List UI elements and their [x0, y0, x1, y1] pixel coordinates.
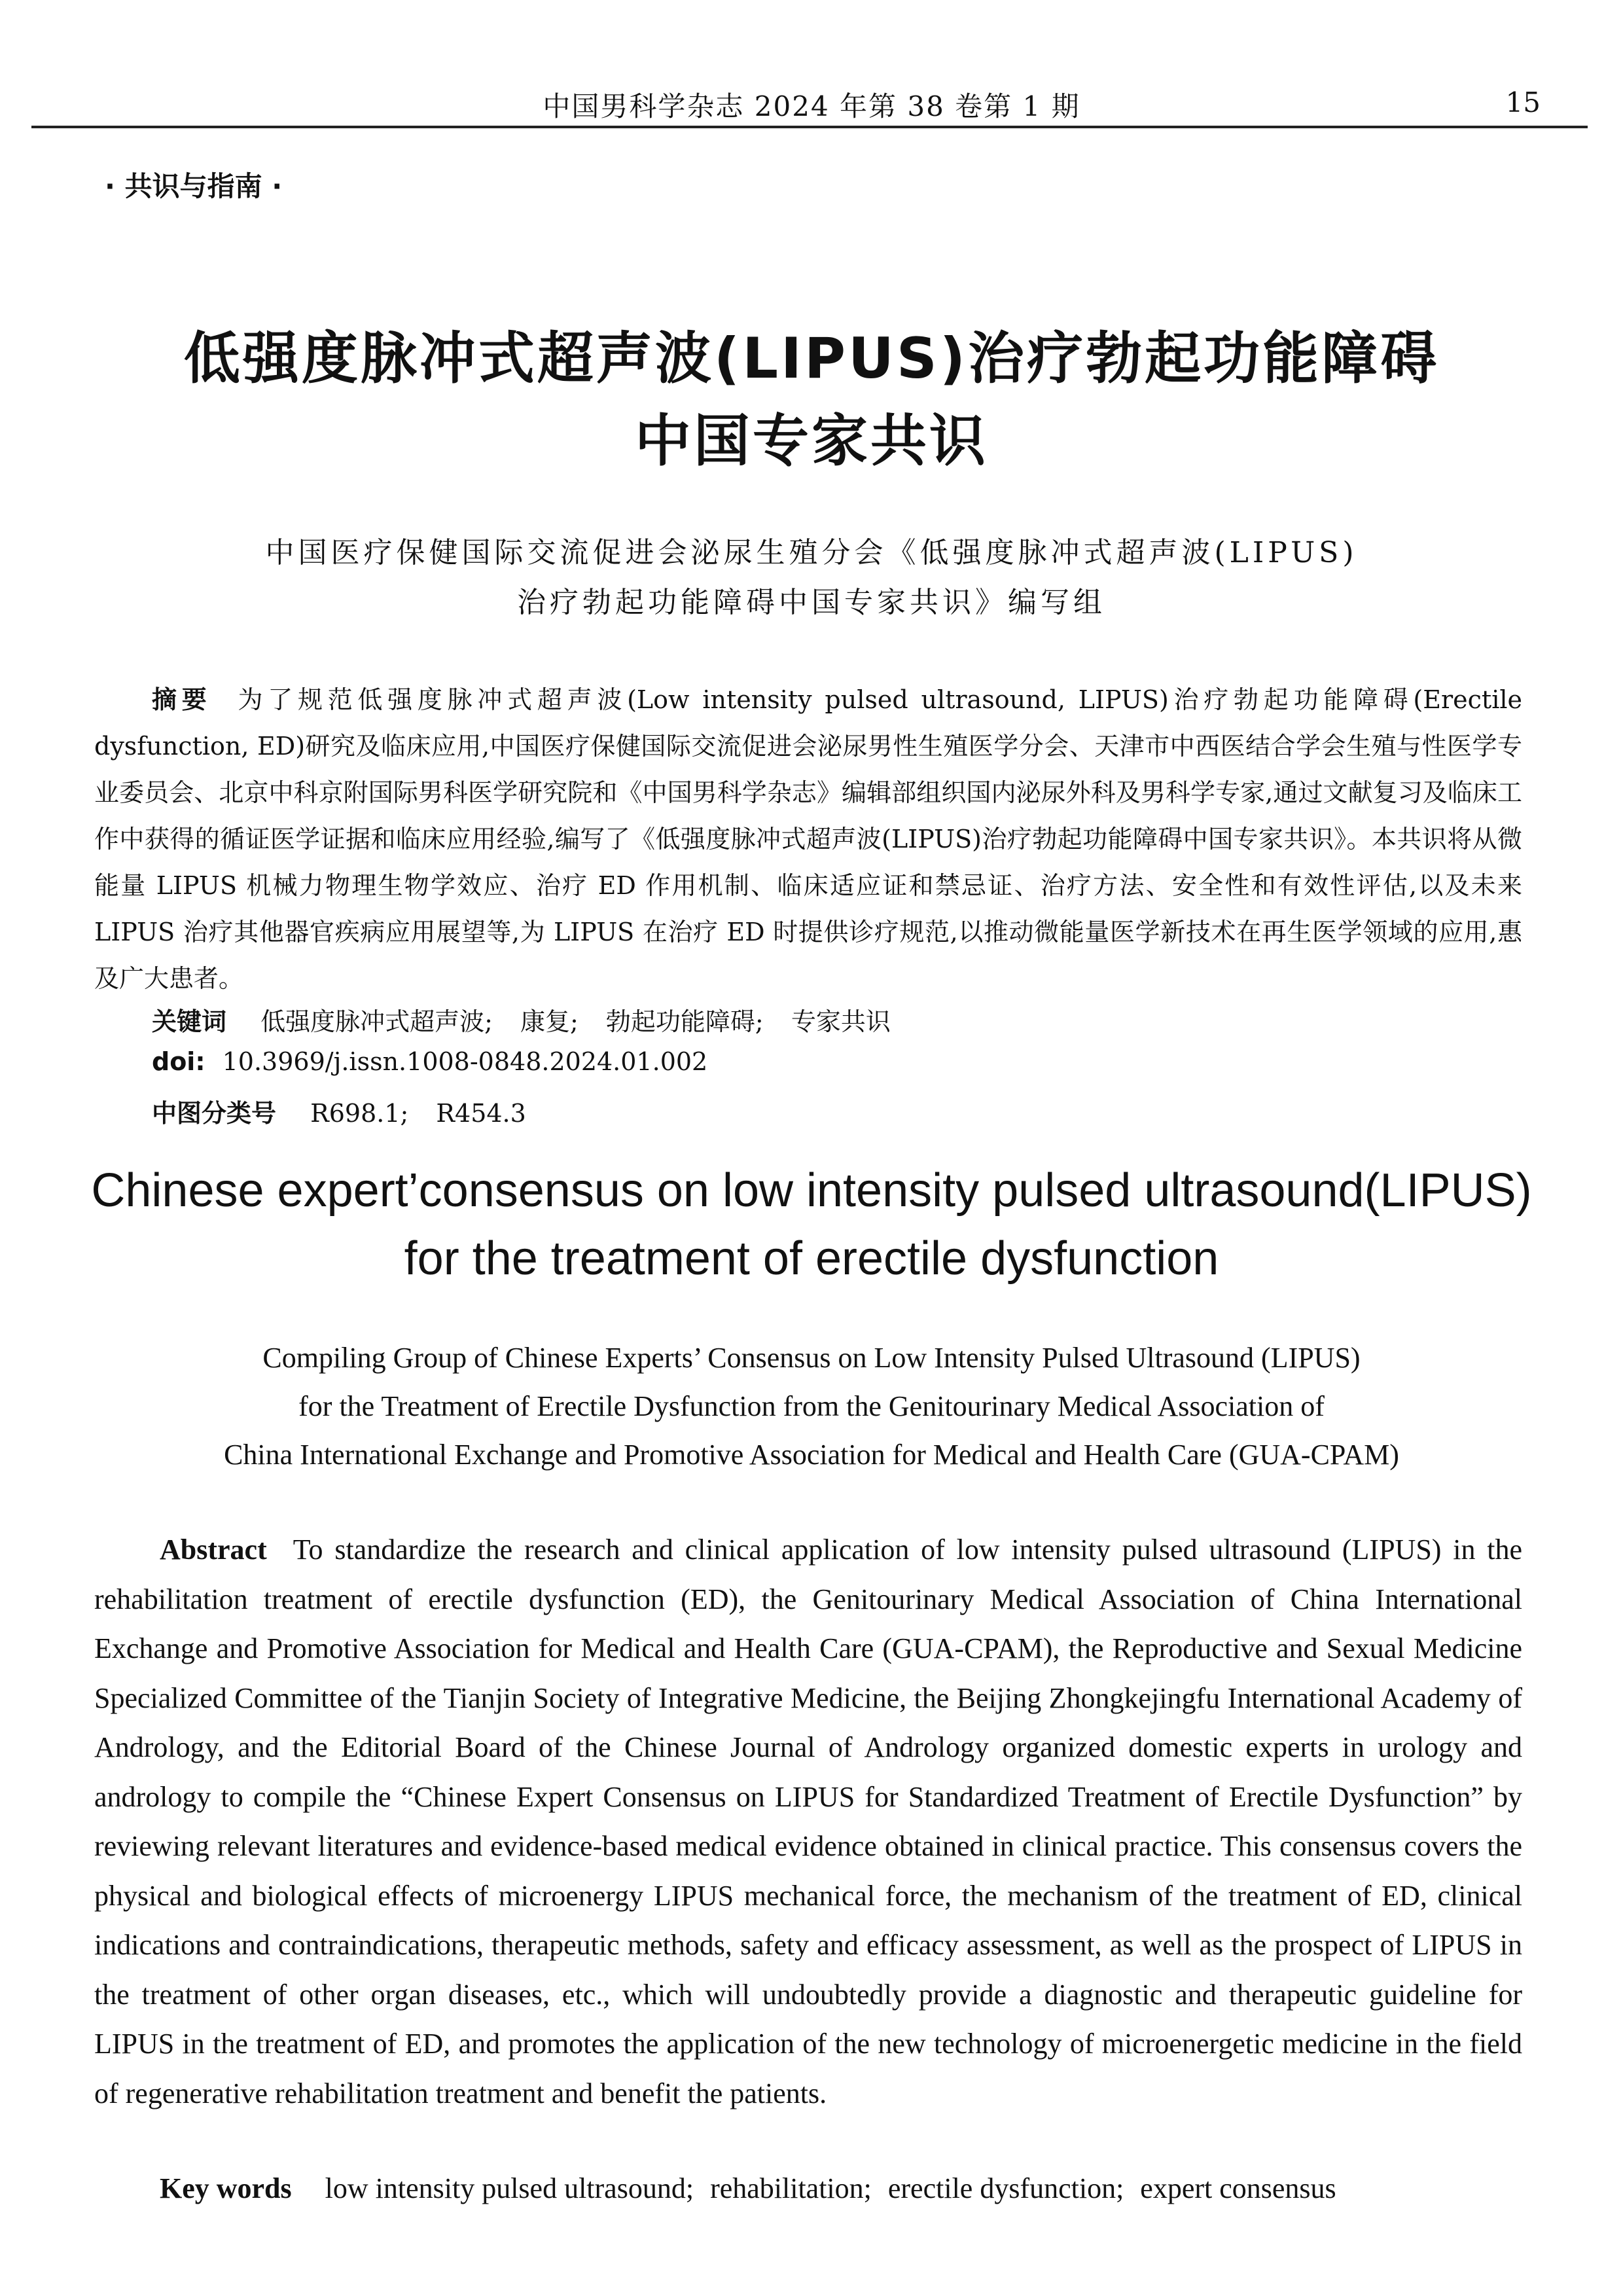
- compiling-group-line3: China International Exchange and Promotive Association for Medical and Health Care (GUA-CPAM): [224, 1439, 1399, 1471]
- doi-value[interactable]: 10.3969/j.issn.1008-0848.2024.01.002: [222, 1047, 708, 1076]
- keyword-zh-item: 康复;: [520, 1007, 579, 1036]
- keyword-en-item: low intensity pulsed ultrasound;: [325, 2172, 694, 2204]
- classification-line: [152, 1093, 546, 1129]
- keywords-en: [160, 2172, 1346, 2205]
- abstract-zh: [94, 677, 1522, 1002]
- abstract-zh-label: 摘要: [152, 685, 212, 714]
- authors-zh-line2: 治疗勃起功能障碍中国专家共识》编写组: [517, 586, 1106, 619]
- title-zh-line1: 低强度脉冲式超声波(LIPUS)治疗勃起功能障碍: [183, 326, 1440, 391]
- page-number: 15: [1505, 86, 1541, 118]
- title-zh-line2: 中国专家共识: [635, 408, 988, 474]
- header-rule: [31, 126, 1588, 128]
- journal-issue-header: 中国男科学杂志 2024 年第 38 卷第 1 期: [543, 90, 1080, 122]
- doi-label: doi:: [152, 1047, 205, 1076]
- classification-label: 中图分类号: [152, 1099, 277, 1128]
- abstract-zh-text: 为了规范低强度脉冲式超声波(Low intensity pulsed ultrasound, LIPUS)治疗勃起功能障碍(Erectile dysfunction, ED)研究及临床应用,中国医疗保健国际交流促进会泌尿男性生殖医学分会、天津市中西医结合学会生殖与性医学专业委员会、北京中科京附国际男科医学研究院和《中国男科学杂志》编辑部组织国内泌尿外科及男科学专家,通过文献复习及临床工作中获得的循证医学证据和临床应用经验,编写了《低强度脉冲式超声波(LIPUS)治疗勃起功能障碍中国专家共识》。本共识将从微能量 LIPUS 机械力物理生物学效应、治疗 ED 作用机制、临床适应证和禁忌证、治疗方法、安全性和有效性评估,以及未来 LIPUS 治疗其他器官疾病应用展望等,为 LIPUS 在治疗 ED 时提供诊疗规范,以推动微能量医学新技术在再生医学领域的应用,惠及广大患者。: [94, 685, 1522, 993]
- abstract-en: [94, 1525, 1522, 2118]
- keywords-en-label: Key words: [160, 2172, 292, 2204]
- compiling-group-line1: Compiling Group of Chinese Experts’ Consensus on Low Intensity Pulsed Ultrasound (LIPUS): [262, 1342, 1361, 1374]
- keyword-en-item: rehabilitation;: [710, 2172, 872, 2204]
- section-tag: · 共识与指南 ·: [105, 170, 283, 202]
- compiling-group-line2: for the Treatment of Erectile Dysfunction from the Genitourinary Medical Association of: [298, 1390, 1325, 1422]
- compiling-group: [0, 1334, 1623, 1479]
- authors-zh-line1: 中国医疗保健国际交流促进会泌尿生殖分会《低强度脉冲式超声波(LIPUS): [265, 536, 1358, 569]
- keyword-en-item: erectile dysfunction;: [887, 2172, 1124, 2204]
- abstract-en-text: To standardize the research and clinical application of low intensity pulsed ultrasound (LIPUS) in the rehabilitation treatment of erectile dysfunction (ED), the Genitourinary Medical Association of China International Exchange and Promotive Association for Medical and Health Care (GUA-CPAM), the Reproductive and Sexual Medicine Specialized Committee of the Tianjin Society of Integrative Medicine, the Beijing Zhongkejingfu International Academy of Andrology, and the Editorial Board of the Chinese Journal of Andrology organized domestic experts in urology and andrology to compile the “Chinese Expert Consensus on LIPUS for Standardized Treatment of Erectile Dysfunction” by reviewing relevant literatures and evidence-based medical evidence obtained in clinical practice. This consensus covers the physical and biological effects of microenergy LIPUS mechanical force, the mechanism of the treatment of ED, clinical indications and contraindications, therapeutic methods, safety and efficacy assessment, as well as the prospect of LIPUS in the treatment of other organ diseases, etc., which will undoubtedly provide a diagnostic and therapeutic guideline for LIPUS in the treatment of ED, and promotes the application of the new technology of microenergetic medicine in the field of regenerative rehabilitation treatment and benefit the patients.: [94, 1534, 1522, 2109]
- keyword-zh-item: 低强度脉冲式超声波;: [260, 1007, 493, 1036]
- doi-line: [152, 1047, 707, 1076]
- classification-item: R698.1;: [310, 1099, 409, 1128]
- keywords-zh: [152, 1001, 910, 1037]
- title-en-line1: Chinese expert’consensus on low intensity pulsed ultrasound(LIPUS): [91, 1164, 1532, 1217]
- keywords-zh-label: 关键词: [152, 1007, 227, 1036]
- title-en-line2: for the treatment of erectile dysfunction: [404, 1232, 1219, 1285]
- keyword-zh-item: 专家共识: [791, 1007, 891, 1036]
- keyword-en-item: expert consensus: [1140, 2172, 1336, 2204]
- keyword-zh-item: 勃起功能障碍;: [605, 1007, 764, 1036]
- abstract-en-label: Abstract: [160, 1534, 267, 1566]
- classification-item: R454.3: [436, 1099, 526, 1128]
